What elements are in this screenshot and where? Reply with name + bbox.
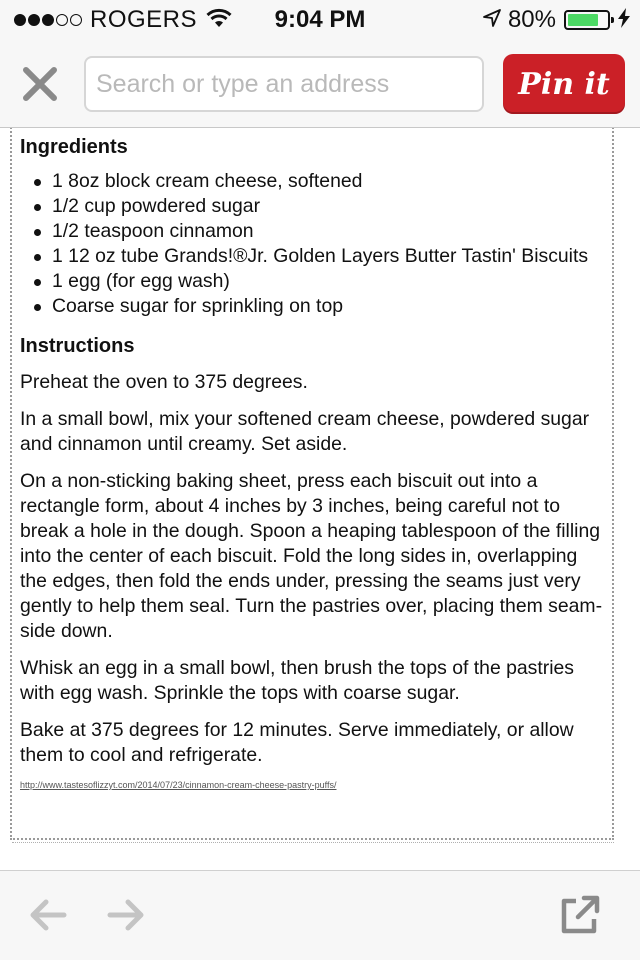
carrier-name: ROGERS	[90, 6, 198, 33]
list-item: 1/2 cup powdered sugar	[34, 194, 604, 219]
instructions-heading: Instructions	[20, 335, 135, 357]
charging-bolt-icon	[618, 8, 630, 33]
ingredients-list	[34, 169, 604, 319]
list-item: 1/2 teaspoon cinnamon	[34, 219, 604, 244]
instruction-step: In a small bowl, mix your softened cream cheese, powdered sugar and cinnamon until creamy. Set aside.	[20, 408, 590, 455]
forward-arrow-icon	[104, 893, 148, 937]
source-link[interactable]: http://www.tastesoflizzyt.com/2014/07/23/cinnamon-cream-cheese-pastry-puffs/	[20, 780, 337, 790]
browser-toolbar	[0, 40, 640, 128]
ingredients-heading: Ingredients	[20, 136, 128, 158]
web-content[interactable]	[0, 128, 640, 870]
instruction-step: Preheat the oven to 375 degrees.	[20, 371, 308, 393]
forward-button[interactable]	[104, 893, 148, 937]
back-button[interactable]	[26, 893, 70, 937]
back-arrow-icon	[26, 893, 70, 937]
battery-icon	[564, 10, 610, 30]
battery-percentage: 80%	[507, 6, 556, 33]
list-item: 1 8oz block cream cheese, softened	[34, 169, 604, 194]
location-arrow-icon	[482, 8, 502, 33]
address-input[interactable]	[84, 56, 484, 112]
list-item: Coarse sugar for sprinkling on top	[34, 294, 604, 319]
close-button[interactable]	[18, 62, 62, 106]
share-button[interactable]	[558, 893, 602, 937]
pin-it-label: Pin it	[518, 66, 610, 102]
list-item: 1 12 oz tube Grands!®Jr. Golden Layers Butter Tastin' Biscuits	[34, 244, 604, 269]
pin-it-button[interactable]	[503, 54, 625, 114]
close-icon	[18, 62, 62, 106]
recipe-card	[10, 128, 614, 840]
instruction-step: Bake at 375 degrees for 12 minutes. Serve immediately, or allow them to cool and refrigerate.	[20, 719, 574, 766]
bottom-toolbar	[0, 870, 640, 960]
status-right	[482, 6, 630, 34]
instruction-step: Whisk an egg in a small bowl, then brush the tops of the pastries with egg wash. Sprinkle the tops with coarse sugar.	[20, 657, 575, 704]
list-item: 1 egg (for egg wash)	[34, 269, 604, 294]
clock: 9:04 PM	[274, 6, 366, 33]
battery-level	[568, 14, 598, 26]
instruction-step: On a non-sticking baking sheet, press each biscuit out into a rectangle form, about 4 inches by 3 inches, being careful not to break a hole in the dough. Spoon a heaping tablespoon of the filling into the center of each biscuit. Fold the long sides in, overlapping the edges, then fold the ends under, pressing the seams just very gently to help them seal. Turn the pastries over, placing them seam-side down.	[20, 470, 603, 642]
status-bar	[0, 0, 640, 40]
share-icon	[558, 893, 602, 937]
card-divider	[12, 842, 614, 845]
